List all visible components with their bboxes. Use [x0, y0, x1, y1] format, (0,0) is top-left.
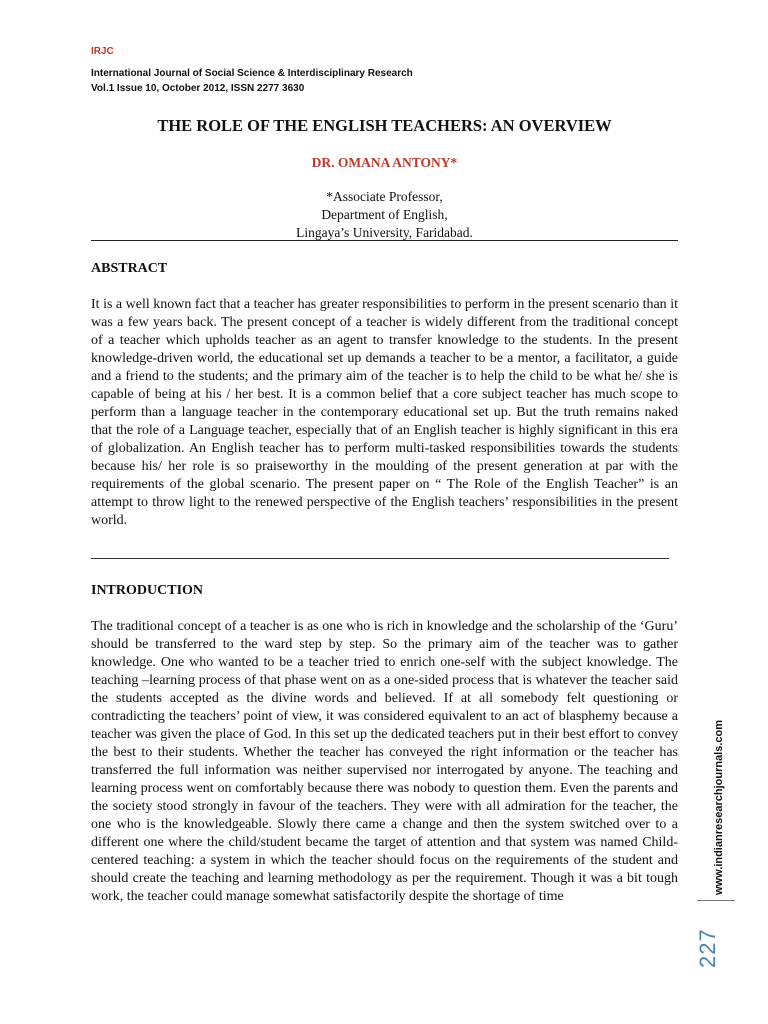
abstract-text: It is a well known fact that a teacher has greater responsibilities to perform in the present scenario than it was a few years back. The present concept of a teacher is widely different from the traditional concept of a teacher which upholds teacher as an agent to transfer knowledge to the students. In the present knowledge-driven world, the educational set up demands a teacher to be a mentor, a facilitator, a guide and a friend to the students; and the primary aim of the teacher is to help the child to be what he/ she is capable of being at his / her best. It is a common belief that a core subject teacher has much scope to perform than a language teacher in the contemporary educational set up. But the truth remains naked that the role of a Language teacher, especially that of an English teacher is highly significant in this era of globalization. An English teacher has to perform multi-tasked responsibilities towards the students because his/ her role is so praiseworthy in the moulding of the present generation at par with the requirements of the global scenario. The present paper on “ The Role of the English Teacher” is an attempt to throw light to the renewed perspective of the English teachers’ responsibilities in the present world.: [91, 297, 678, 528]
affiliation-line: *Associate Professor,: [326, 189, 443, 204]
journal-website-url: www.indianresearchjournals.com: [713, 719, 725, 895]
article-author: DR. OMANA ANTONY*: [311, 155, 458, 170]
journal-name: International Journal of Social Science & Interdisciplinary Research: [91, 68, 413, 79]
page-number: 227: [695, 928, 720, 968]
journal-code: IRJC: [91, 46, 114, 57]
journal-issue: Vol.1 Issue 10, October 2012, ISSN 2277 3630: [91, 83, 305, 94]
introduction-heading: INTRODUCTION: [91, 583, 204, 598]
affiliation-line: Lingaya’s University, Faridabad.: [296, 225, 473, 240]
header-divider: [91, 240, 678, 241]
introduction-text: The traditional concept of a teacher is as one who is rich in knowledge and the scholarship of the ‘Guru’ should be transferred to the ward step by step. So the primary aim of the teacher was to gather knowledge. One who wanted to be a teacher tried to enrich one-self with the subject knowledge. The teaching –learning process of that phase went on as a one-sided process that is whatever the teacher said the students accepted as the divine words and believed. If at all somebody felt questioning or contradicting the teachers’ point of view, it was considered equivalent to an act of blasphemy because a teacher was given the place of God. In this set up the dedicated teachers put in their best effort to convey the best to their students. Whether the teacher has conveyed the right information or the teacher has transferred the full information was neither supervised nor interrogated by anyone. The teaching and learning process went on comfortably because there was nobody to question them. Even the parents and the society stood strongly in favour of the teachers. They were with all admiration for the teacher, the one who is the knowledgeable. Slowly there came a change and then the system switched over to a different one where the child/student became the target of attention and that system was named Child-centered teaching: a system in which the teacher should focus on the requirements of the student and should create the teaching and learning methodology as per the requirement. Though it was a bit tough work, the teacher could manage somewhat satisfactorily despite the shortage of time: [91, 619, 678, 904]
abstract-divider: [91, 558, 669, 559]
article-title: THE ROLE OF THE ENGLISH TEACHERS: AN OVERVIEW: [157, 116, 612, 135]
abstract-heading: ABSTRACT: [91, 261, 168, 276]
affiliation-line: Department of English,: [321, 207, 448, 222]
sidebar-divider: [697, 900, 735, 901]
author-affiliation: [91, 188, 678, 242]
journal-header: [91, 46, 413, 96]
